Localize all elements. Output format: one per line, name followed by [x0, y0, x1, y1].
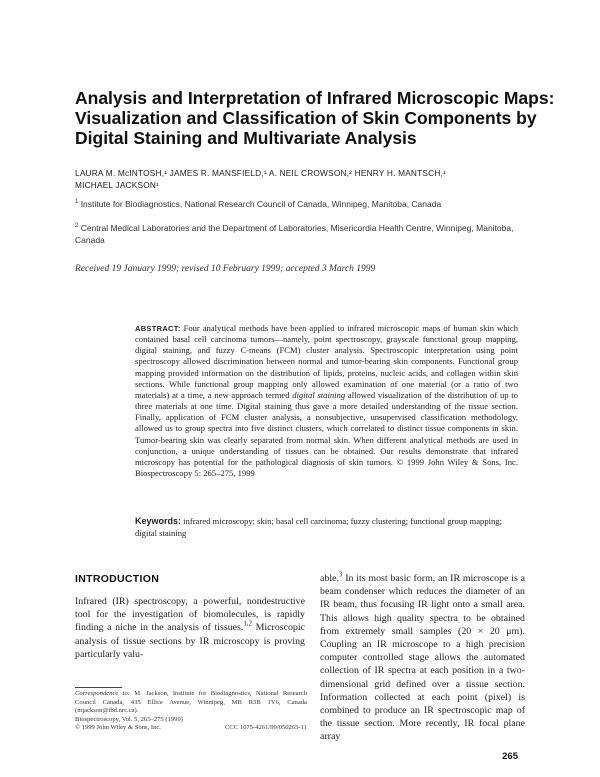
abstract-text-2: allowed visualization of the distribution of up to three materials at one time. Digital staining thus gave a more detailed understanding of the tissue section. Finally, application of FCM cluster analysis, a nonsubjective, unsupervised classification methodology, allowed us to group spectra into five distinct clusters, which correlated to distinct tissue components in skin. Tumor-bearing skin was clearly separated from normal skin. When different analytical methods are used in conjunction, a unique understanding of tissues can be obtained. Our results demonstrate that infrared microscopy has potential for the pathological diagnosis of skin tumors. © 1999 John Wiley & Sons, Inc. Biospectroscopy 5: 265–275, 1999 [135, 389, 518, 479]
author-list [75, 168, 535, 191]
abstract-text-1: Four analytical methods have been applied to infrared microscopic maps of human skin which contained basal cell carcinoma tumors—namely, point spectroscopy, grayscale functional group mapping, digital staining, and fuzzy C-means (FCM) cluster analysis. Spectroscopic interpretation using point spectroscopy allowed discrimination between normal and tumor-bearing skin components. Functional group mapping provided information on the distribution of lipids, proteins, nucleic acids, and collagen within skin sections. While functional group mapping only allowed examination of one material (or a ratio of two materials) at a time, a new approach termed [135, 323, 518, 400]
intro-left-column [75, 595, 305, 661]
keywords-text: infrared microscopy; skin; basal cell carcinoma; fuzzy clustering; functional group mapping; digital staining [135, 516, 502, 538]
keywords-label: Keywords: [135, 516, 182, 526]
page-number: 265 [502, 751, 518, 762]
journal-citation: Biospectroscopy, Vol. 5, 265–275 (1999) [75, 716, 183, 723]
introduction-heading: INTRODUCTION [75, 573, 160, 585]
article-title: Analysis and Interpretation of Infrared Microscopic Maps: Visualization and Classification of Skin Components by Digital Staining and Multivariate Analysis [75, 88, 555, 148]
copyright-line [75, 724, 307, 733]
ccc-code: CCC 1075-4261/99/050265-11 [225, 724, 307, 731]
intro-right-ref: 3 [338, 571, 343, 579]
abstract-italic-term: digital staining [292, 389, 346, 400]
correspondence-footnote [75, 690, 307, 716]
intro-right-column [320, 572, 525, 744]
affiliation-2-mark: 2 [75, 223, 79, 230]
authors-line-2: MICHAEL JACKSON¹ [75, 179, 160, 190]
correspondence-label: Correspondence to: [75, 690, 130, 697]
abstract [135, 323, 518, 479]
authors-line-1: LAURA M. McINTOSH,¹ JAMES R. MANSFIELD,¹ A. NEIL CROWSON,² HENRY H. MANTSCH,¹ [75, 168, 446, 178]
affiliation-1 [75, 198, 535, 210]
footnote-divider [75, 687, 122, 688]
intro-right-text-2: In its most basic form, an IR microscope is a beam condenser which reduces the diameter of an IR beam, thus focusing IR light onto a small area. This allows high quality spectra to be obtained from extremely small samples (20 × 20 μm). Coupling an IR microscope to a high precision computer controlled stage allows the automated collection of IR spectra at each position in a two-dimensional grid defined over a tissue section. Information collected at each point (pixel) is combined to produce an IR spectroscopic map of the tissue section. More recently, IR focal plane array [320, 573, 525, 743]
intro-right-text: able. [320, 573, 339, 584]
affiliation-1-text: Institute for Biodiagnostics, National Research Council of Canada, Winnipeg, Manitoba, Canada [80, 199, 442, 209]
intro-left-ref: 1,2 [243, 621, 252, 629]
received-dates: Received 19 January 1999; revised 10 February 1999; accepted 3 March 1999 [75, 264, 376, 274]
intro-left-text-2: Microscopic analysis of tissue sections by IR microscopy is proving particularly valu- [75, 622, 305, 660]
affiliation-1-mark: 1 [75, 199, 79, 206]
copyright-text: © 1999 John Wiley & Sons, Inc. [75, 724, 161, 731]
keywords [135, 516, 518, 539]
affiliation-2-text: Central Medical Laboratories and the Department of Laboratories, Misericordia Health Centre, Winnipeg, Manitoba, Canada [75, 223, 514, 245]
intro-left-text: Infrared (IR) spectroscopy, a powerful, nondestructive tool for the investigation of biomolecules, is rapidly finding a niche in the analysis of tissues. [75, 596, 305, 634]
correspondence-text: M. Jackson, Institute for Biodiagnostics, National Research Council Canada, 435 Ellice Avenue, Winnipeg, MB R3B 1Y6, Canada (mjackson@ibd.nrc.ca). [75, 690, 308, 714]
abstract-label: ABSTRACT: [135, 324, 181, 333]
affiliation-2 [75, 222, 535, 246]
